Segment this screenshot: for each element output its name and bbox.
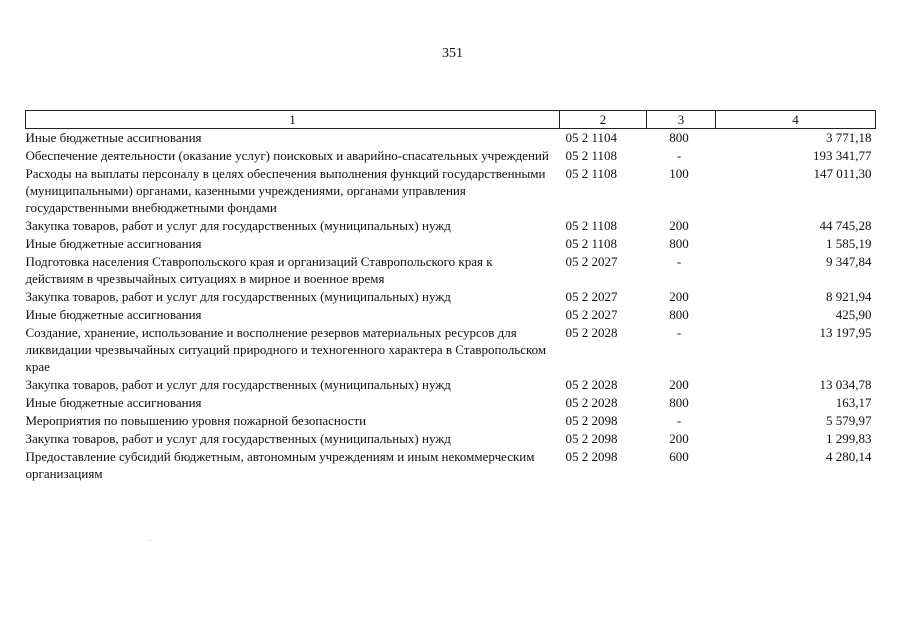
row-code-cell: 05 2 2028 <box>565 325 618 340</box>
page-number: 351 <box>442 46 463 61</box>
row-amount-cell: 425,90 <box>835 307 872 322</box>
row-amount-cell: 5 579,97 <box>826 413 872 428</box>
table-header <box>26 111 876 129</box>
row-name-cell: Расходы на выплаты персоналу в целях обеспечения выполнения функций государственными (муниципальными) органами, казенными учреждениями, органами управления государственными внебюджетными фондами <box>25 166 546 215</box>
row-kind-cell: 200 <box>669 289 689 304</box>
table-row <box>26 430 876 448</box>
row-kind-cell: - <box>676 413 682 428</box>
row-name-cell: Закупка товаров, работ и услуг для государственных (муниципальных) нужд <box>25 431 451 446</box>
table-body <box>26 129 876 484</box>
row-name-cell: Закупка товаров, работ и услуг для государственных (муниципальных) нужд <box>25 377 451 392</box>
table-row <box>26 288 876 306</box>
row-amount-cell: 1 585,19 <box>826 236 872 251</box>
table-row <box>26 324 876 376</box>
row-name-cell: Мероприятия по повышению уровня пожарной безопасности <box>25 413 367 428</box>
row-kind-cell: 800 <box>669 236 689 251</box>
row-code-cell: 05 2 2098 <box>565 431 618 446</box>
row-amount-cell: 3 771,18 <box>826 130 872 145</box>
row-amount-cell: 4 280,14 <box>826 449 872 464</box>
row-amount-cell: 9 347,84 <box>826 254 872 269</box>
row-amount-cell: 13 034,78 <box>819 377 872 392</box>
row-name-cell: Закупка товаров, работ и услуг для государственных (муниципальных) нужд <box>25 218 451 233</box>
row-code-cell: 05 2 2028 <box>565 377 618 392</box>
row-kind-cell: - <box>676 148 682 163</box>
budget-table <box>25 110 876 483</box>
table-row <box>26 412 876 430</box>
row-amount-cell: 193 341,77 <box>813 148 872 163</box>
row-code-cell: 05 2 2098 <box>565 449 618 464</box>
row-name-cell: Иные бюджетные ассигнования <box>25 130 202 145</box>
header-col-1: 1 <box>26 111 560 129</box>
table-row <box>26 253 876 288</box>
row-amount-cell: 8 921,94 <box>826 289 872 304</box>
row-code-cell: 05 2 1108 <box>565 166 618 181</box>
row-code-cell: 05 2 1108 <box>565 218 618 233</box>
row-amount-cell: 44 745,28 <box>819 218 872 233</box>
row-amount-cell: 1 299,83 <box>826 431 872 446</box>
row-kind-cell: 200 <box>669 431 689 446</box>
row-kind-cell: 100 <box>669 166 689 181</box>
row-kind-cell: 200 <box>669 377 689 392</box>
table-row <box>26 376 876 394</box>
row-name-cell: Закупка товаров, работ и услуг для государственных (муниципальных) нужд <box>25 289 451 304</box>
table-row <box>26 129 876 148</box>
row-kind-cell: 800 <box>669 307 689 322</box>
row-code-cell: 05 2 1108 <box>565 236 618 251</box>
row-code-cell: 05 2 1108 <box>565 148 618 163</box>
scan-speck <box>150 540 151 541</box>
header-col-2: 2 <box>560 111 647 129</box>
row-code-cell: 05 2 2027 <box>565 289 618 304</box>
table-row <box>26 235 876 253</box>
table-row <box>26 217 876 235</box>
table-row <box>26 394 876 412</box>
row-code-cell: 05 2 2027 <box>565 307 618 322</box>
row-code-cell: 05 2 2098 <box>565 413 618 428</box>
header-row <box>26 111 876 129</box>
row-code-cell: 05 2 1104 <box>565 130 618 145</box>
row-kind-cell: 800 <box>669 130 689 145</box>
row-kind-cell: 600 <box>669 449 689 464</box>
table-row <box>26 306 876 324</box>
row-name-cell: Иные бюджетные ассигнования <box>25 395 202 410</box>
row-kind-cell: - <box>676 325 682 340</box>
row-kind-cell: - <box>676 254 682 269</box>
header-col-3: 3 <box>647 111 716 129</box>
row-name-cell: Подготовка населения Ставропольского края и организаций Ставропольского края к действиям в чрезвычайных ситуациях в мирное и военное время <box>25 254 493 286</box>
row-amount-cell: 13 197,95 <box>819 325 872 340</box>
row-code-cell: 05 2 2028 <box>565 395 618 410</box>
table-row <box>26 147 876 165</box>
row-kind-cell: 200 <box>669 218 689 233</box>
row-name-cell: Иные бюджетные ассигнования <box>25 307 202 322</box>
row-amount-cell: 147 011,30 <box>813 166 872 181</box>
row-name-cell: Обеспечение деятельности (оказание услуг) поисковых и аварийно-спасательных учреждений <box>25 148 549 163</box>
table-row <box>26 165 876 217</box>
row-kind-cell: 800 <box>669 395 689 410</box>
row-name-cell: Иные бюджетные ассигнования <box>25 236 202 251</box>
row-code-cell: 05 2 2027 <box>565 254 618 269</box>
row-name-cell: Создание, хранение, использование и восполнение резервов материальных ресурсов для ликвидации чрезвычайных ситуаций природного и техногенного характера в Ставропольском крае <box>25 325 547 374</box>
row-amount-cell: 163,17 <box>835 395 872 410</box>
row-name-cell: Предоставление субсидий бюджетным, автономным учреждениям и иным некоммерческим организациям <box>25 449 535 481</box>
table-row <box>26 448 876 483</box>
header-col-4: 4 <box>716 111 876 129</box>
